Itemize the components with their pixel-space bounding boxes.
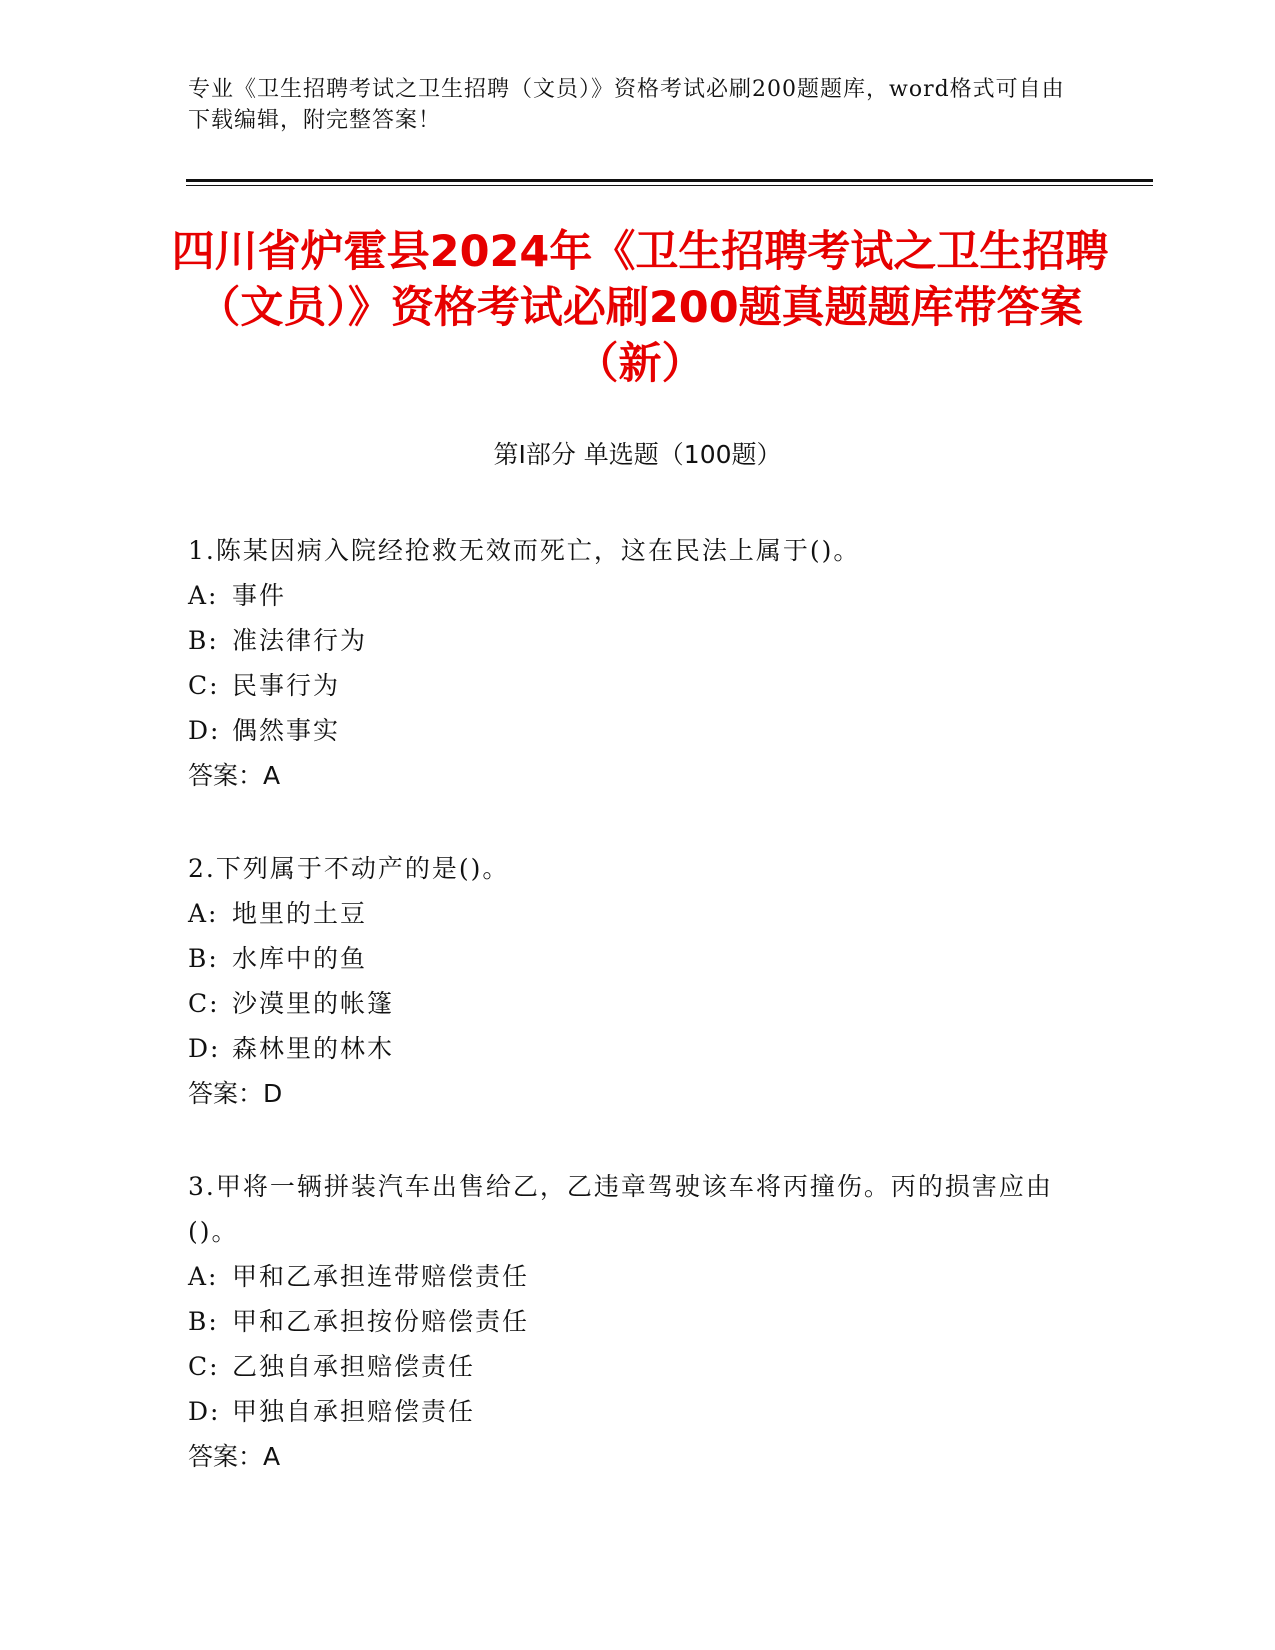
question-stem: 3.甲将一辆拼装汽车出售给乙，乙违章驾驶该车将丙撞伤。丙的损害应由()。 — [188, 1172, 1053, 1246]
option-text: 水库中的鱼 — [232, 944, 368, 973]
option-d — [188, 1026, 1068, 1071]
header-divider-thin — [186, 185, 1153, 186]
option-letter: C: — [188, 1352, 220, 1381]
question-1 — [188, 528, 1068, 798]
answer-line: 答案：D — [188, 1079, 283, 1108]
option-text: 甲和乙承担连带赔偿责任 — [232, 1262, 530, 1291]
option-text: 事件 — [232, 581, 287, 610]
option-text: 地里的土豆 — [232, 899, 368, 928]
option-letter: D: — [188, 716, 221, 745]
option-a — [188, 1254, 1068, 1299]
option-c — [188, 663, 1068, 708]
option-letter: B: — [188, 626, 219, 655]
option-text: 甲和乙承担按份赔偿责任 — [232, 1307, 530, 1336]
answer-line: 答案：A — [188, 1442, 281, 1471]
option-text: 偶然事实 — [232, 716, 341, 745]
option-letter: D: — [188, 1034, 221, 1063]
option-d — [188, 1389, 1068, 1434]
option-letter: A: — [188, 899, 219, 928]
option-letter: C: — [188, 671, 220, 700]
option-text: 准法律行为 — [232, 626, 368, 655]
option-c — [188, 981, 1068, 1026]
option-letter: C: — [188, 989, 220, 1018]
question-stem: 1.陈某因病入院经抢救无效而死亡，这在民法上属于()。 — [188, 536, 861, 565]
header-divider-thick — [186, 179, 1153, 182]
option-a — [188, 891, 1068, 936]
option-letter: A: — [188, 1262, 219, 1291]
option-text: 沙漠里的帐篷 — [232, 989, 395, 1018]
option-text: 乙独自承担赔偿责任 — [232, 1352, 476, 1381]
option-a — [188, 573, 1068, 618]
option-b — [188, 936, 1068, 981]
question-list — [188, 528, 1068, 1527]
option-letter: B: — [188, 944, 219, 973]
option-text: 甲独自承担赔偿责任 — [232, 1397, 476, 1426]
option-text: 森林里的林木 — [232, 1034, 395, 1063]
option-d — [188, 708, 1068, 753]
header-note: 专业《卫生招聘考试之卫生招聘（文员）》资格考试必刷200题题库，word格式可自由下载编辑，附完整答案！ — [188, 77, 1065, 133]
answer-line: 答案：A — [188, 761, 281, 790]
option-letter: A: — [188, 581, 219, 610]
section-title: 第Ⅰ部分 单选题（100题） — [493, 440, 782, 469]
question-stem: 2.下列属于不动产的是()。 — [188, 854, 510, 883]
option-letter: D: — [188, 1397, 221, 1426]
document-title: 四川省炉霍县2024年《卫生招聘考试之卫生招聘（文员）》资格考试必刷200题真题题库带答案（新） — [171, 227, 1109, 389]
option-text: 民事行为 — [232, 671, 341, 700]
option-b — [188, 618, 1068, 663]
option-letter: B: — [188, 1307, 219, 1336]
question-2 — [188, 846, 1068, 1116]
option-c — [188, 1344, 1068, 1389]
option-b — [188, 1299, 1068, 1344]
question-3 — [188, 1164, 1068, 1479]
